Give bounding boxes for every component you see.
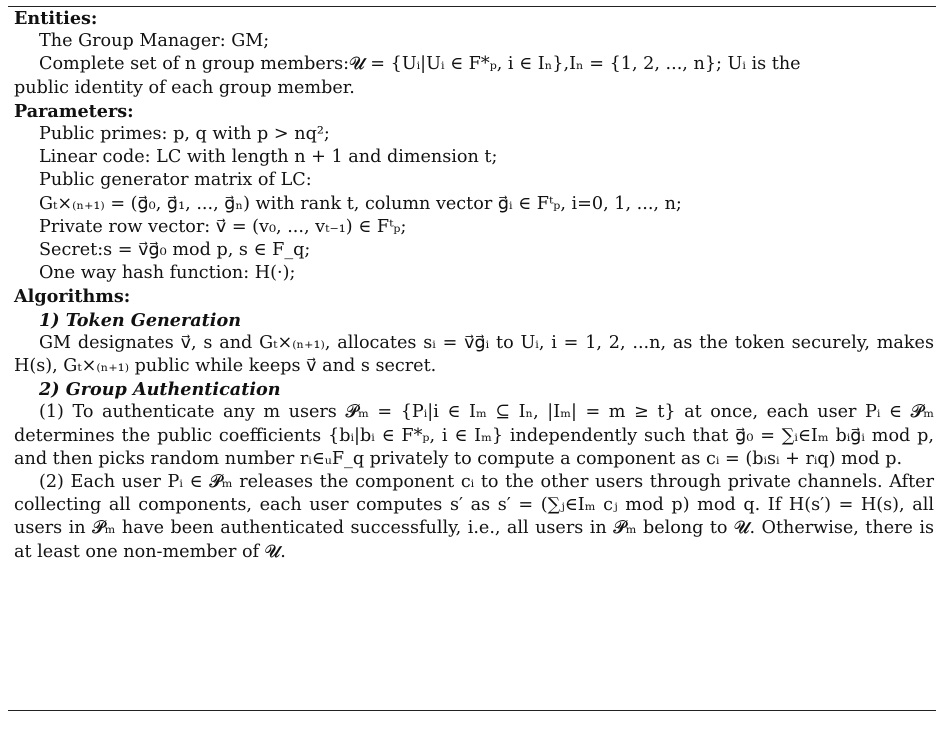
entities-heading: Entities: bbox=[14, 8, 98, 29]
authentication-step-1: (1) To authenticate any m users 𝓟ₘ = {Pᵢ|i ∈ Iₘ ⊆ Iₙ, |Iₘ| = m ≥ t} at once, each user Pᵢ ∈ 𝓟ₘ determines the public coefficients {bᵢ|bᵢ ∈ F*ₚ, i ∈ Iₘ} independently such that g⃗₀ = ∑ᵢ∈Iₘ bᵢg⃗ᵢ mod p, and then picks random number rᵢ∈ᵤF_q privately to compute a component as cᵢ = (bᵢsᵢ + rᵢq) mod p. bbox=[14, 402, 934, 469]
parameters-heading: Parameters: bbox=[14, 100, 134, 122]
linear-code-line: Linear code: LC with length n + 1 and dimension t; bbox=[39, 147, 498, 168]
algorithms-heading: Algorithms: bbox=[14, 286, 131, 308]
hash-function-line: One way hash function: H(·); bbox=[39, 263, 296, 284]
token-generation-text: GM designates v⃗, s and Gₜ×₍ₙ₊₁₎, allocates sᵢ = v⃗g⃗ᵢ to Uᵢ, i = 1, 2, ...n, as the token securely, makes H(s), Gₜ×₍ₙ₊₁₎ public while keeps v⃗ and s secret. bbox=[14, 332, 934, 377]
bottom-rule bbox=[8, 710, 936, 711]
private-vector-line: Private row vector: v⃗ = (v₀, ..., vₜ₋₁) ∈ Fᵗₚ; bbox=[39, 216, 407, 237]
token-generation-title: 1) Token Generation bbox=[39, 309, 242, 331]
group-manager-line: The Group Manager: GM; bbox=[39, 31, 270, 52]
generator-definition-line: Gₜ×₍ₙ₊₁₎ = (g⃗₀, g⃗₁, ..., g⃗ₙ) with rank t, column vector g⃗ᵢ ∈ Fᵗₚ, i=0, 1, ..., n; bbox=[39, 193, 682, 214]
members-line-2: public identity of each group member. bbox=[14, 77, 355, 98]
group-authentication-title: 2) Group Authentication bbox=[39, 379, 281, 401]
public-primes-line: Public primes: p, q with p > nq²; bbox=[39, 124, 330, 145]
generator-label-line: Public generator matrix of LC: bbox=[39, 170, 312, 191]
authentication-step-2: (2) Each user Pᵢ ∈ 𝓟ₘ releases the component cᵢ to the other users through private channels. After collecting all components, each user computes s′ as s′ = (∑ⱼ∈Iₘ cⱼ mod p) mod q. If H(s′) = H(s), all users in 𝓟ₘ have been authenticated successfully, i.e., all users in 𝓟ₘ belong to 𝓤. Otherwise, there is at least one non-member of 𝓤. bbox=[14, 472, 934, 562]
members-line-1: Complete set of n group members:𝓤 = {Uᵢ|Uᵢ ∈ F*ₚ, i ∈ Iₙ},Iₙ = {1, 2, ..., n}; Uᵢ is the bbox=[39, 54, 801, 75]
secret-line: Secret:s = v⃗g⃗₀ mod p, s ∈ F_q; bbox=[39, 240, 311, 261]
algorithm-content bbox=[14, 7, 934, 564]
